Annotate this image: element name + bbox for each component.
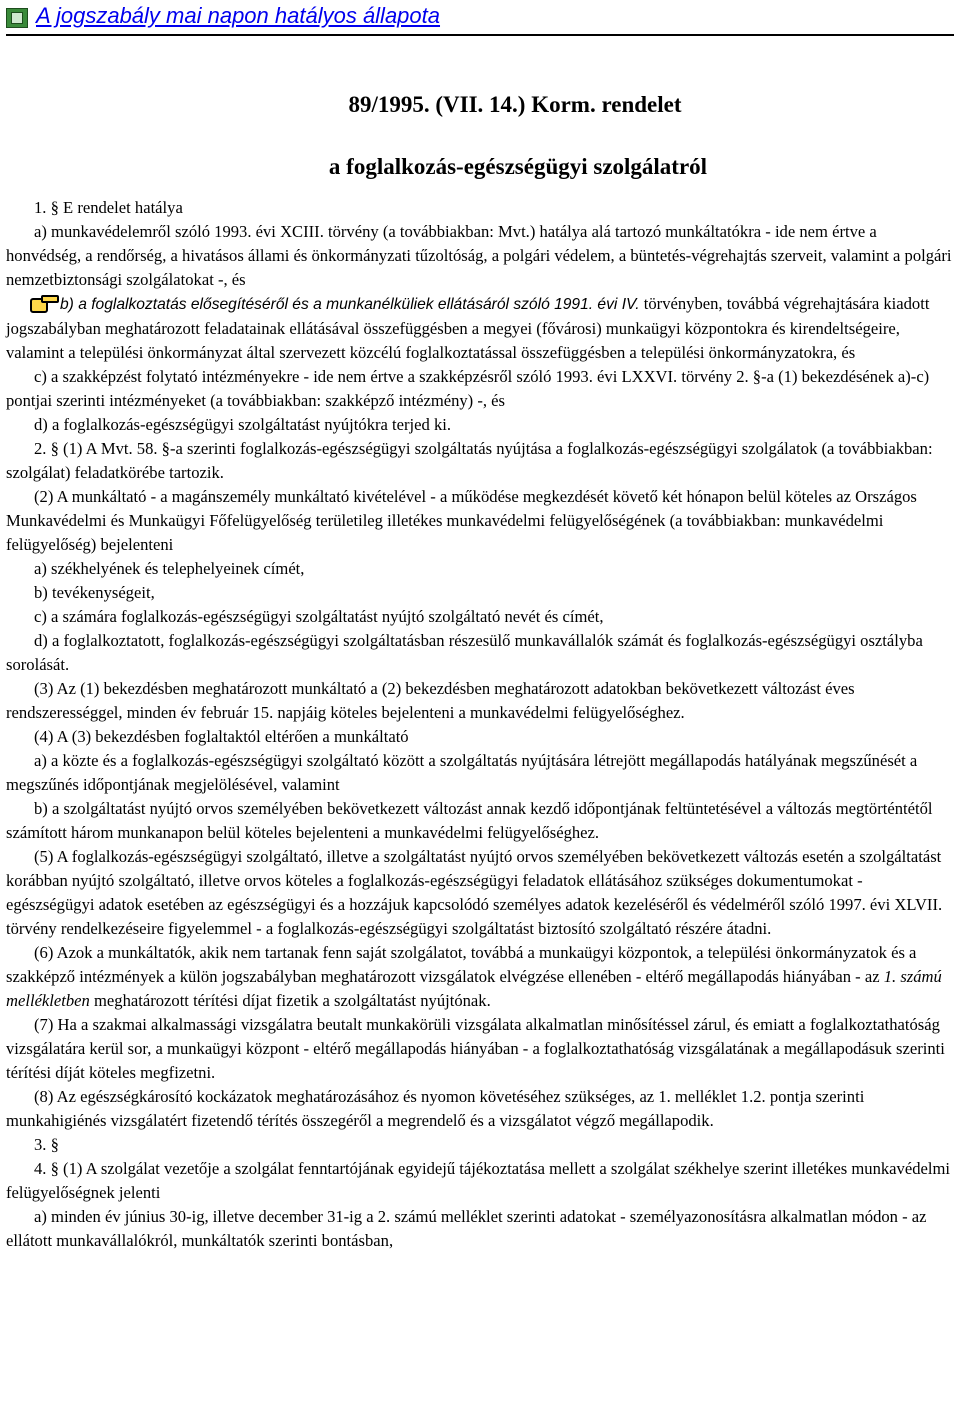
- section-2-para-2-c: c) a számára foglalkozás-egészségügyi szolgáltatást nyújtó szolgáltató nevét és címét,: [34, 607, 604, 626]
- section-2-para-2: (2) A munkáltató - a magánszemély munkáltató kivételével - a működése megkezdését követő két hónapon belül köteles az Országos Munkavédelmi és Munkaügyi Főfelügyelőség területileg illetékes munkavédelmi felügyelőségének (a továbbiakban: munkavédelmi felügyelőség) bejelenteni: [6, 487, 917, 554]
- section-1-point-a-text: a) munkavédelemről szóló 1993. évi XCIII. törvény (a továbbiakban: Mvt.) hatálya alá tartozó munkáltatókra - ide nem értve a honvédség, a rendőrség, a hivatásos állami és önkormányzati tűzoltóság, a polgári védelem, a büntetés-végrehajtás szerveit, valamint a polgári nemzetbiztonsági szolgálatokat -, és: [6, 222, 952, 289]
- document-icon: [6, 8, 28, 28]
- page-title-link[interactable]: A jogszabály mai napon hatályos állapota: [36, 3, 441, 28]
- section-1-point-b-lead: b) a foglalkoztatás elősegítéséről és a munkanélküliek ellátásáról szóló 1991. évi IV.: [60, 296, 640, 313]
- title-bar: [0, 0, 960, 36]
- section-2-para-6-lead: (6) Azok a munkáltatók, akik nem tartanak fenn saját szolgálatot, továbbá a munkaügyi központok, a települési önkormányzatok és a szakképző intézmények a külön jogszabályban meghatározott vizsgálatok elvégzése ellenében - eltérő megállapodás hiányában - az: [6, 943, 917, 986]
- section-2-para-5: (5) A foglalkozás-egészségügyi szolgáltató, illetve a szolgáltatást nyújtó orvos személyében bekövetkezett változás esetén a szolgáltatást korábban nyújtó szolgáltató, illetve orvos köteles a foglalkozás-egészségügyi feladatok ellátásához szükséges dokumentumokat - egészségügyi adatok esetében az egészségügyi és a hozzájuk kapcsolódó személyes adatok kezeléséről és védelméről szóló 1997. évi XLVII. törvény rendelkezéseire figyelemmel - a foglalkozás-egészségügyi szolgáltatást biztosító szolgáltató részére átadni.: [6, 847, 943, 938]
- section-2-para-2-b: b) tevékenységeit,: [34, 583, 155, 602]
- section-2-para-2-d: d) a foglalkoztatott, foglalkozás-egészségügyi szolgáltatásban részesülő munkavállalók számát és foglalkozás-egészségügyi osztályba sorolását.: [6, 631, 923, 674]
- section-2-para-6-rest: meghatározott térítési díjat fizetik a szolgáltatást nyújtónak.: [89, 991, 491, 1010]
- section-4-para-1-a: a) minden év június 30-ig, illetve december 31-ig a 2. számú melléklet szerinti adatokat - személyazonosításra alkalmatlan módon - az ellátott munkavállalókról, munkáltatók szerinti bontásban,: [6, 1207, 927, 1250]
- annex-1-reference: 1. számú mellékletben: [6, 967, 942, 1010]
- section-1-point-a: [6, 220, 954, 292]
- section-2-para-2-a: a) székhelyének és telephelyeinek címét,: [34, 559, 305, 578]
- section-1-point-b-rest: törvényben, továbbá végrehajtására kiadott jogszabályban meghatározott feladatainak ellátásával összefüggésben a megyei (fővárosi) munkaügyi központokra és kirendeltségeire, valamint a települési önkormányzat által szervezett közcélú foglalkoztatással összefüggésben a települési önkormányzatokra, és: [6, 294, 930, 362]
- section-4-para-1: 4. § (1) A szolgálat vezetője a szolgálat fenntartójának egyidejű tájékoztatása mellett a szolgálat székhelye szerint illetékes munkavédelmi felügyelőségnek jelenti: [6, 1159, 950, 1202]
- section-1-point-c: c) a szakképzést folytató intézményekre - ide nem értve a szakképzésről szóló 1993. évi LXXVI. törvény 2. §-a (1) bekezdésének a)-c) pontjai szerinti intézményeket (a továbbiakban: szakképző intézmény) -, és: [6, 367, 930, 410]
- section-3: 3. §: [34, 1135, 59, 1154]
- section-2-para-1: 2. § (1) A Mvt. 58. §-a szerinti foglalkozás-egészségügyi szolgáltatás nyújtása a foglalkozás-egészségügyi szolgálatok (a továbbiakban: szolgálat) feladatkörébe tartozik.: [6, 439, 933, 482]
- document-body: [6, 90, 954, 1253]
- pointing-hand-icon[interactable]: [28, 293, 56, 311]
- section-2-para-7: (7) Ha a szakmai alkalmassági vizsgálatra beutalt munkakörüli vizsgálata alkalmatlan minősítéssel zárul, és emiatt a foglalkoztathatóság vizsgálatára kerül sor, a munkaügyi központ - eltérő megállapodás hiányában - a foglalkoztathatóság vizsgálatának a megállapodásuk szerinti térítési díját köteles megfizetni.: [6, 1015, 945, 1082]
- section-2-para-4-b: b) a szolgáltatást nyújtó orvos személyében bekövetkezett változást annak kezdő időpontjának feltüntetésével a változás megtörténtétől számított három munkanapon belül köteles bejelenteni a munkavédelmi felügyelőséghez.: [6, 799, 933, 842]
- section-1-point-b: [6, 292, 954, 365]
- section-1-heading: 1. § E rendelet hatálya: [34, 198, 183, 217]
- decree-number: 89/1995. (VII. 14.) Korm. rendelet: [348, 92, 682, 117]
- decree-subject: a foglalkozás-egészségügyi szolgálatról: [328, 154, 708, 179]
- section-2-para-4-a: a) a közte és a foglalkozás-egészségügyi szolgáltató között a szolgáltatás nyújtására létrejött megállapodás hatályának megszűnését a megszűnés időpontjának megjelölésével, valamint: [6, 751, 918, 794]
- title-divider: [6, 34, 954, 36]
- section-2-para-3: (3) Az (1) bekezdésben meghatározott munkáltató a (2) bekezdésben meghatározott adatokban bekövetkezett változást éves rendszerességgel, minden év február 15. napjáig köteles bejelenteni a munkavédelmi felügyelőséghez.: [6, 679, 855, 722]
- section-2-para-4: (4) A (3) bekezdésben foglaltaktól eltérően a munkáltató: [34, 727, 409, 746]
- section-2-para-6: [6, 941, 954, 1013]
- section-2-para-8: (8) Az egészségkárosító kockázatok meghatározásához és nyomon követéséhez szükséges, az 1. melléklet 1.2. pontja szerinti munkahigiénés vizsgálatért fizetendő térítés összegéről a megrendelő és a vizsgálatot végző megállapodik.: [6, 1087, 865, 1130]
- section-1-point-d: d) a foglalkozás-egészségügyi szolgáltatást nyújtókra terjed ki.: [34, 415, 452, 434]
